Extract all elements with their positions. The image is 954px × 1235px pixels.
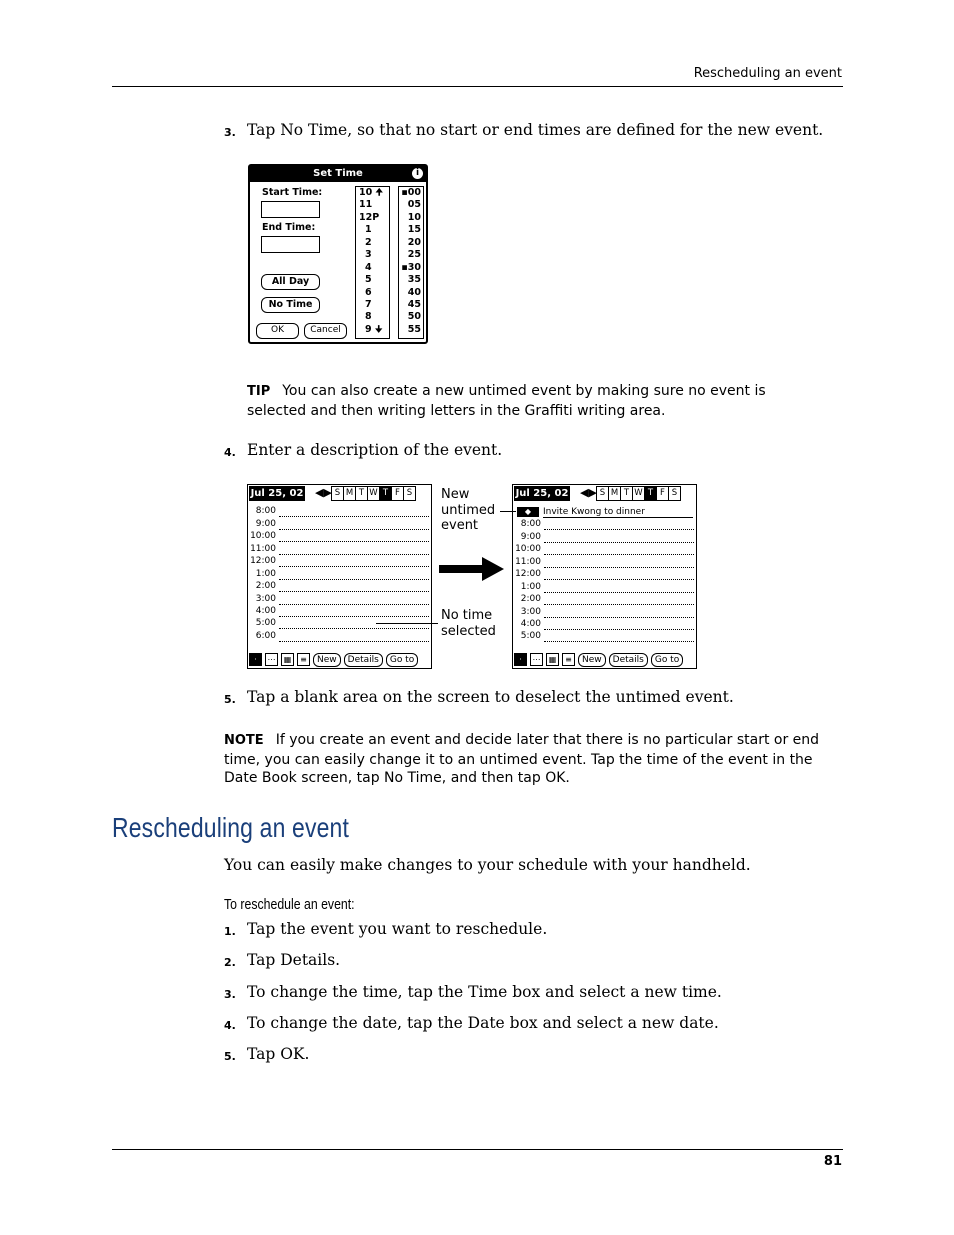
minute-item[interactable]: 20 [407, 236, 421, 248]
note-line: If you create an event and decide later that there is no particular start or end [275, 732, 820, 748]
details-button[interactable]: Details [344, 653, 383, 667]
minute-item[interactable]: ▪00 [401, 187, 421, 198]
day-view-icon[interactable]: · [514, 653, 527, 666]
hour-item[interactable]: 4 [365, 261, 372, 273]
day-button[interactable]: W [632, 486, 645, 501]
set-time-dialog [248, 164, 428, 344]
bottom-toolbar [249, 652, 418, 667]
hour-item[interactable]: 6 [365, 286, 372, 298]
all-day-button[interactable]: All Day [261, 274, 320, 290]
minute-item[interactable]: 25 [407, 249, 421, 261]
minute-item[interactable]: 45 [407, 298, 421, 310]
footer-rule [112, 1149, 843, 1150]
step-text: To change the time, tap the Time box and select a new time. [247, 983, 722, 1001]
minute-item[interactable]: ▪30 [401, 261, 421, 273]
day-button[interactable]: S [403, 486, 416, 501]
dialog-title-text: Set Time [313, 168, 363, 179]
hour-item[interactable]: 3 [365, 249, 372, 261]
hour-item[interactable]: 7 [365, 298, 372, 310]
time-slot[interactable]: 8:00 [513, 518, 696, 530]
time-slot[interactable]: 4:00 [513, 618, 696, 630]
cancel-button[interactable]: Cancel [304, 323, 347, 339]
step-number: 3. [224, 988, 236, 1001]
agenda-view-icon[interactable]: ≡ [562, 653, 575, 666]
minute-item[interactable]: 50 [407, 311, 421, 323]
datebook-screen-after [512, 484, 697, 669]
day-button[interactable]: S [331, 486, 344, 501]
go-to-button[interactable]: Go to [651, 653, 683, 667]
time-slot[interactable]: 8:00 [248, 505, 431, 517]
start-time-field[interactable] [261, 201, 320, 218]
new-button[interactable]: New [578, 653, 606, 667]
week-view-icon[interactable]: ⋯ [530, 653, 543, 666]
day-button[interactable]: F [391, 486, 404, 501]
hour-item[interactable]: 8 [365, 311, 372, 323]
header-rule [112, 86, 843, 87]
untimed-event-text[interactable]: Invite Kwong to dinner [543, 507, 693, 518]
dialog-title [250, 166, 426, 182]
datebook-screen-before [247, 484, 432, 669]
minute-item[interactable]: 40 [407, 286, 421, 298]
start-time-label: Start Time: [262, 187, 323, 198]
day-button-selected[interactable]: T [379, 486, 392, 501]
time-slot[interactable]: 10:00 [513, 543, 696, 555]
running-header: Rescheduling an event [693, 66, 842, 81]
minute-item[interactable]: 10 [407, 211, 421, 223]
date-title[interactable]: Jul 25, 02 [515, 488, 569, 499]
week-view-icon[interactable]: ⋯ [265, 653, 278, 666]
date-title[interactable]: Jul 25, 02 [250, 488, 304, 499]
no-time-button[interactable]: No Time [261, 297, 320, 313]
month-view-icon[interactable]: ▦ [546, 653, 559, 666]
scroll-up-arrow-icon[interactable]: 🠉 [375, 188, 383, 198]
day-button[interactable]: T [620, 486, 633, 501]
day-selector [332, 486, 416, 500]
time-slot[interactable]: 6:00 [248, 629, 431, 641]
day-button[interactable]: W [367, 486, 380, 501]
page-number: 81 [823, 1154, 842, 1169]
day-button-selected[interactable]: T [644, 486, 657, 501]
time-slot[interactable]: 2:00 [248, 580, 431, 592]
step-text: Enter a description of the event. [247, 441, 503, 459]
note-label: NOTE [224, 733, 264, 748]
hour-item[interactable]: 9 🠋 [365, 323, 383, 335]
untimed-event-row[interactable] [517, 506, 693, 518]
note-line: time, you can easily change it to an untimed event. Tap the time of the event in the [224, 751, 813, 768]
step-number: 1. [224, 925, 236, 938]
callout-new-untimed: New untimed event [441, 487, 496, 533]
time-slot[interactable]: 11:00 [248, 542, 431, 554]
step-text: Tap a blank area on the screen to deselect the untimed event. [247, 688, 734, 706]
end-time-field[interactable] [261, 236, 320, 253]
step-text: Tap the event you want to reschedule. [247, 920, 548, 938]
note-line: Date Book screen, tap No Time, and then tap OK. [224, 770, 570, 786]
agenda-view-icon[interactable]: ≡ [297, 653, 310, 666]
day-button[interactable]: S [668, 486, 681, 501]
time-slot[interactable]: 11:00 [513, 555, 696, 567]
time-slot[interactable]: 9:00 [248, 517, 431, 529]
hour-item[interactable]: 2 [365, 236, 372, 248]
info-icon[interactable]: i [412, 168, 423, 179]
step-number: 4. [224, 1019, 236, 1032]
week-nav-arrows-icon[interactable]: ◀▶ [580, 486, 597, 499]
time-slot[interactable]: 2:00 [513, 593, 696, 605]
step-number: 2. [224, 956, 236, 969]
time-slots [248, 505, 431, 642]
tip-line: You can also create a new untimed event by making sure no event is [282, 383, 766, 399]
hour-item[interactable]: 12P [359, 211, 380, 223]
arrow-head-icon [482, 557, 504, 581]
go-to-button[interactable]: Go to [386, 653, 418, 667]
scroll-down-arrow-icon[interactable]: 🠋 [374, 324, 383, 335]
time-slot[interactable]: 4:00 [248, 605, 431, 617]
tip-block [247, 382, 847, 420]
minute-item[interactable]: 55 [407, 323, 421, 335]
day-button[interactable]: M [608, 486, 621, 501]
callout-leader-line [376, 623, 438, 624]
time-slot[interactable]: 9:00 [513, 530, 696, 542]
section-intro: You can easily make changes to your schedule with your handheld. [224, 856, 751, 874]
time-slot[interactable]: 3:00 [248, 592, 431, 604]
time-slot[interactable]: 1:00 [248, 567, 431, 579]
details-button[interactable]: Details [609, 653, 648, 667]
minute-item[interactable]: 35 [407, 274, 421, 286]
month-view-icon[interactable]: ▦ [281, 653, 294, 666]
ok-button[interactable]: OK [256, 323, 299, 339]
step-text: To change the date, tap the Date box and select a new date. [247, 1014, 719, 1032]
day-selector [597, 486, 681, 500]
note-block [224, 731, 844, 788]
step-text: Tap OK. [247, 1045, 310, 1063]
untimed-marker-icon: ◆ [517, 507, 539, 517]
step-number: 5. [224, 693, 236, 706]
procedure-subhead: To reschedule an event: [224, 896, 355, 913]
new-button[interactable]: New [313, 653, 341, 667]
day-button[interactable]: S [596, 486, 609, 501]
day-view-icon[interactable]: · [249, 653, 262, 666]
day-button[interactable]: T [355, 486, 368, 501]
time-slot[interactable]: 12:00 [248, 555, 431, 567]
step-number: 5. [224, 1050, 236, 1063]
minute-item[interactable]: 15 [407, 224, 421, 236]
tip-label: TIP [247, 384, 271, 399]
time-slot[interactable]: 5:00 [513, 630, 696, 642]
week-nav-arrows-icon[interactable]: ◀▶ [315, 486, 332, 499]
bottom-toolbar [514, 652, 683, 667]
day-button[interactable]: F [656, 486, 669, 501]
step-number: 3. [224, 126, 236, 139]
hour-item[interactable]: 10 🠉 [359, 187, 383, 198]
arrow-right-icon [439, 565, 483, 573]
hour-item[interactable]: 11 [359, 199, 373, 211]
time-slot[interactable]: 5:00 [248, 617, 431, 629]
callout-no-time: No time selected [441, 608, 496, 639]
time-slot[interactable]: 3:00 [513, 605, 696, 617]
day-button[interactable]: M [343, 486, 356, 501]
end-time-label: End Time: [262, 222, 316, 233]
time-slot[interactable]: 1:00 [513, 580, 696, 592]
hour-item[interactable]: 5 [365, 274, 372, 286]
hour-column[interactable] [355, 186, 390, 339]
step-text: Tap No Time, so that no start or end times are defined for the new event. [247, 121, 824, 139]
time-slots [513, 518, 696, 642]
hour-item[interactable]: 1 [365, 224, 372, 236]
minute-item[interactable]: 05 [407, 199, 421, 211]
section-heading: Rescheduling an event [112, 812, 350, 843]
time-slot[interactable]: 12:00 [513, 568, 696, 580]
step-number: 4. [224, 446, 236, 459]
step-text: Tap Details. [247, 951, 341, 969]
minute-column[interactable] [398, 186, 424, 339]
time-slot[interactable]: 10:00 [248, 530, 431, 542]
tip-line: selected and then writing letters in the Graffiti writing area. [247, 402, 666, 419]
